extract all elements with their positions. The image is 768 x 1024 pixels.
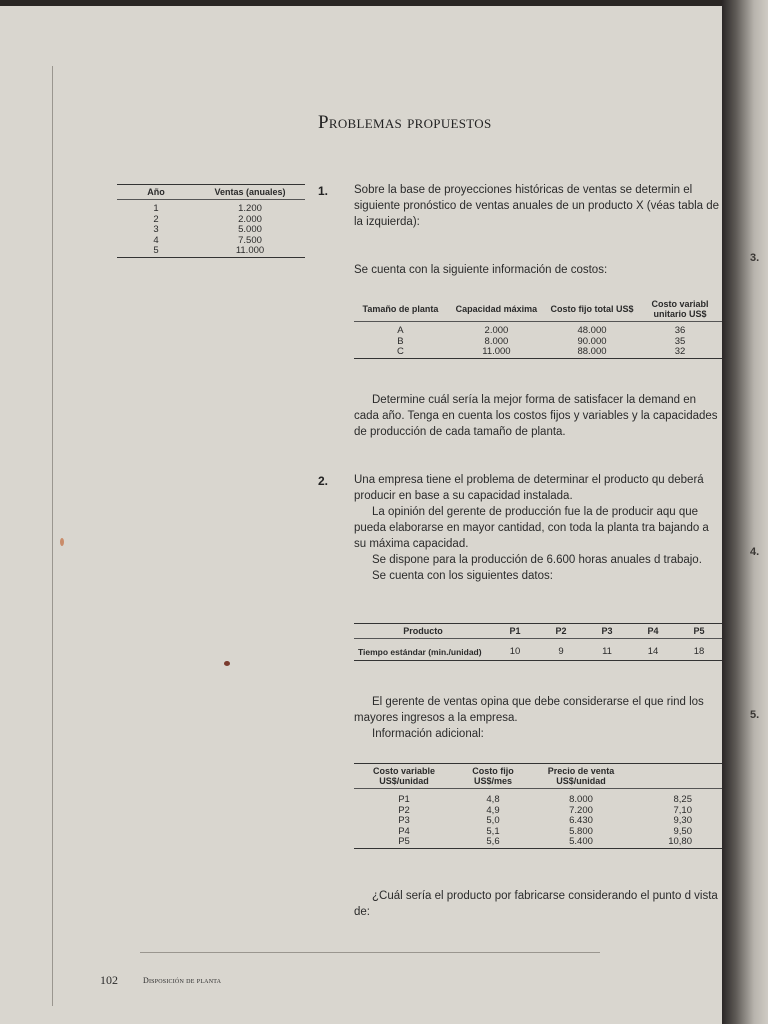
next-page-number-4: 4. bbox=[750, 546, 760, 558]
info-header-fixed-cost: Costo fijo US$/mes bbox=[454, 764, 532, 789]
problem-2-body bbox=[354, 472, 722, 584]
plant-header-capacity: Capacidad máxima bbox=[447, 297, 546, 322]
problem-2-closing bbox=[354, 888, 722, 920]
plant-header-size: Tamaño de planta bbox=[354, 297, 447, 322]
standard-time-table bbox=[354, 623, 722, 661]
additional-info-table bbox=[354, 763, 722, 849]
problem-2-paragraph-5: El gerente de ventas opina que debe considerarse el que rind los mayores ingresos a la empresa. bbox=[354, 696, 704, 724]
sales-header-sales: Ventas (anuales) bbox=[195, 185, 305, 200]
time-header-p4: P4 bbox=[630, 624, 676, 639]
time-header-p5: P5 bbox=[676, 624, 722, 639]
table-row: 5 11.000 bbox=[117, 246, 305, 257]
table-row: 3 5.000 bbox=[153, 224, 262, 235]
book-page bbox=[0, 6, 722, 1024]
table-row: P5 5,6 5.400 10,80 bbox=[354, 837, 722, 848]
info-header-variable-cost: Costo variable US$/unidad bbox=[354, 764, 454, 789]
problem-2-number: 2. bbox=[318, 474, 329, 488]
ink-speck bbox=[224, 661, 230, 666]
problem-2-paragraph-3: Se dispone para la producción de 6.600 horas anuales d trabajo. bbox=[372, 554, 702, 566]
table-row: 4 7.500 bbox=[153, 234, 262, 246]
info-header-sale-price: Precio de venta US$/unidad bbox=[532, 764, 630, 789]
time-header-p1: P1 bbox=[492, 624, 538, 639]
problem-1-intro-text: Sobre la base de proyecciones históricas de ventas se determin el siguiente pronóstico de ventas anuales de un producto X (véas tabla de la izquierda): bbox=[354, 184, 720, 228]
problem-1-question bbox=[354, 392, 722, 440]
plant-header-fixed-cost: Costo fijo total US$ bbox=[546, 297, 638, 322]
problem-1-question-text: Determine cuál sería la mejor forma de satisfacer la demand en cada año. Tenga en cuenta los costos fijos y variables y la capacidades de producción de cada tamaño de planta. bbox=[354, 394, 718, 438]
next-page-number-3: 3. bbox=[750, 252, 760, 264]
running-footer-title: Disposición de planta bbox=[143, 976, 222, 985]
problem-2-paragraph-4: Se cuenta con los siguientes datos: bbox=[372, 570, 553, 582]
table-row: P2 4,9 7.200 7,10 bbox=[398, 804, 692, 816]
table-row: P3 5,0 6.430 9,30 bbox=[398, 815, 692, 826]
problem-2-paragraph-1: Una empresa tiene el problema de determinar el producto qu deberá producir en base a su capacidad instalada. bbox=[354, 474, 704, 502]
time-header-p3: P3 bbox=[584, 624, 630, 639]
table-row: B 8.000 90.000 35 bbox=[397, 335, 686, 347]
book-spine-shadow bbox=[722, 0, 768, 1024]
sales-table bbox=[117, 184, 305, 258]
time-row-label: Tiempo estándar (min./unidad) bbox=[354, 639, 492, 661]
plant-header-variable-cost: Costo variabl unitario US$ bbox=[638, 297, 722, 322]
problem-1-number: 1. bbox=[318, 184, 329, 198]
table-row: A 2.000 48.000 36 bbox=[397, 325, 686, 336]
next-page-number-5: 5. bbox=[750, 709, 760, 721]
table-row: 1 1.200 bbox=[153, 203, 262, 214]
margin-line bbox=[52, 66, 53, 1006]
problem-2-paragraph-6: Información adicional: bbox=[372, 728, 484, 740]
section-title: Problemas propuestos bbox=[318, 112, 492, 133]
problem-2-paragraph-2: La opinión del gerente de producción fue la de producir aqu que pueda elaborarse en mayor cantidad, con toda la planta tra bajando a su máxima capacidad. bbox=[354, 506, 709, 550]
problem-2-sales-opinion bbox=[354, 694, 722, 742]
plant-size-table bbox=[354, 297, 722, 359]
table-row: 2 2.000 bbox=[153, 213, 262, 225]
time-header-product: Producto bbox=[354, 624, 492, 639]
problem-1-intro bbox=[354, 182, 722, 230]
table-row: C 11.000 88.000 32 bbox=[354, 347, 722, 358]
problem-2-closing-text: ¿Cuál sería el producto por fabricarse considerando el punto d vista de: bbox=[354, 890, 718, 918]
table-row: Tiempo estándar (min./unidad) 10 9 11 14 18 bbox=[354, 639, 722, 661]
page-number: 102 bbox=[100, 973, 118, 987]
sales-header-year: Año bbox=[117, 185, 195, 200]
table-row: P1 4,8 8.000 8,25 bbox=[398, 794, 692, 805]
table-row: P4 5,1 5.800 9,50 bbox=[398, 825, 692, 837]
costs-intro: Se cuenta con la siguiente información de costos: bbox=[354, 264, 608, 276]
time-header-p2: P2 bbox=[538, 624, 584, 639]
footer-rule bbox=[140, 952, 600, 953]
ink-speck bbox=[60, 538, 64, 546]
